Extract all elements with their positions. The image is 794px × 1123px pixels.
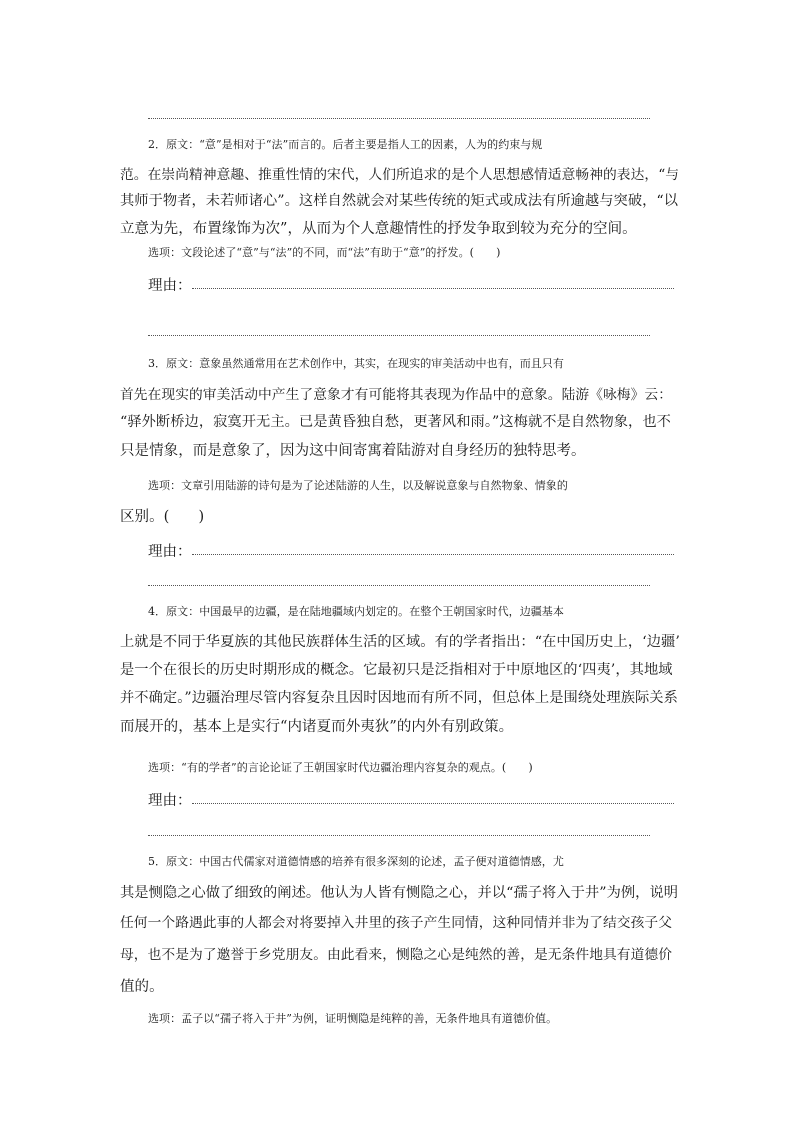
item-5-line-4: 母，也不是为了邀誉于乡党朋友。由此看来，恻隐之心是纯然的善，是无条件地具有道德价 xyxy=(120,947,673,963)
item-4-line-2: 上就是不同于华夏族的其他民族群体生活的区域。有的学者指出：“在中国历史上，‘边疆’ xyxy=(120,634,680,650)
item-2-line-4: 立意为先，布置缘饰为次”，从而为个人意趣情性的抒发争取到较为充分的空间。 xyxy=(120,221,637,237)
reason-label: 理由： xyxy=(148,544,192,560)
item-2-line-2: 范。在崇尚精神意趣、推重性情的宋代，人们所追求的是个人思想感情适意畅神的表达，“与 xyxy=(120,167,680,183)
item-3-option-line-1: 选项：文章引用陆游的诗句是为了论述陆游的人生，以及解说意象与自然物象、情象的 xyxy=(148,479,568,492)
reason-answer-line[interactable] xyxy=(192,554,674,555)
item-3-line-1: 3．原文：意象虽然通常用在艺术创作中，其实，在现实的审美活动中也有，而且只有 xyxy=(148,357,564,370)
item-4-reason xyxy=(148,789,678,811)
item-5-line-3: 任何一个路遇此事的人都会对将要掉入井里的孩子产生同情，这种同情并非为了结交孩子父 xyxy=(120,915,673,931)
reason-label: 理由： xyxy=(148,278,192,294)
reason-answer-line[interactable] xyxy=(192,288,674,289)
item-4-line-5: 而展开的，基本上是实行“内诸夏而外夷狄”的内外有别政策。 xyxy=(120,719,514,735)
item-5-option: 选项：孟子以“孺子将入于井”为例，证明恻隐是纯粹的善，无条件地具有道德价值。 xyxy=(148,1012,558,1025)
item-5-line-1: 5．原文：中国古代儒家对道德情感的培养有很多深刻的论述，孟子便对道德情感，尤 xyxy=(148,855,564,868)
item-3-line-3: “驿外断桥边，寂寞开无主。已是黄昏独自愁，更著风和雨。”这梅就不是自然物象，也不 xyxy=(120,414,671,430)
answer-line[interactable] xyxy=(148,335,650,336)
reason-label: 理由： xyxy=(148,793,192,809)
item-3-reason xyxy=(148,540,678,562)
reason-answer-line[interactable] xyxy=(192,803,674,804)
item-4-line-1: 4．原文：中国最早的边疆，是在陆地疆域内划定的。在整个王朝国家时代，边疆基本 xyxy=(148,605,564,618)
item-5-line-2: 其是恻隐之心做了细致的阐述。他认为人皆有恻隐之心，并以“孺子将入于井”为例，说明 xyxy=(120,885,679,901)
item-3-option-line-2: 区别。( ) xyxy=(120,509,205,525)
item-2-reason xyxy=(148,274,678,296)
item-2-option: 选项：文段论述了“意”与“法”的不同，而“法”有助于“意”的抒发。( ) xyxy=(148,246,501,259)
item-3-line-4: 只是情象，而是意象了，因为这中间寄寓着陆游对自身经历的独特思考。 xyxy=(120,443,586,459)
item-2-line-1: 2．原文：“意”是相对于“法”而言的。后者主要是指人工的因素，人为的约束与规 xyxy=(148,138,543,151)
answer-line[interactable] xyxy=(148,835,650,836)
item-4-option: 选项：“有的学者”的言论论证了王朝国家时代边疆治理内容复杂的观点。( ) xyxy=(148,761,533,774)
item-4-line-4: 并不确定。”边疆治理尽管内容复杂且因时因地而有所不同，但总体上是围绕处理族际关系 xyxy=(120,690,678,706)
answer-line[interactable] xyxy=(148,585,650,586)
answer-line xyxy=(148,118,650,119)
item-2-line-3: 其师于物者，未若师诸心”。这样自然就会对某些传统的矩式或成法有所逾越与突破，“以 xyxy=(120,193,679,209)
item-3-line-2: 首先在现实的审美活动中产生了意象才有可能将其表现为作品中的意象。陆游《咏梅》云： xyxy=(120,387,673,403)
item-4-line-3: 是一个在很长的历史时期形成的概念。它最初只是泛指相对于中原地区的‘四夷’，其地域 xyxy=(120,662,673,678)
item-5-line-5: 值的。 xyxy=(120,979,164,995)
